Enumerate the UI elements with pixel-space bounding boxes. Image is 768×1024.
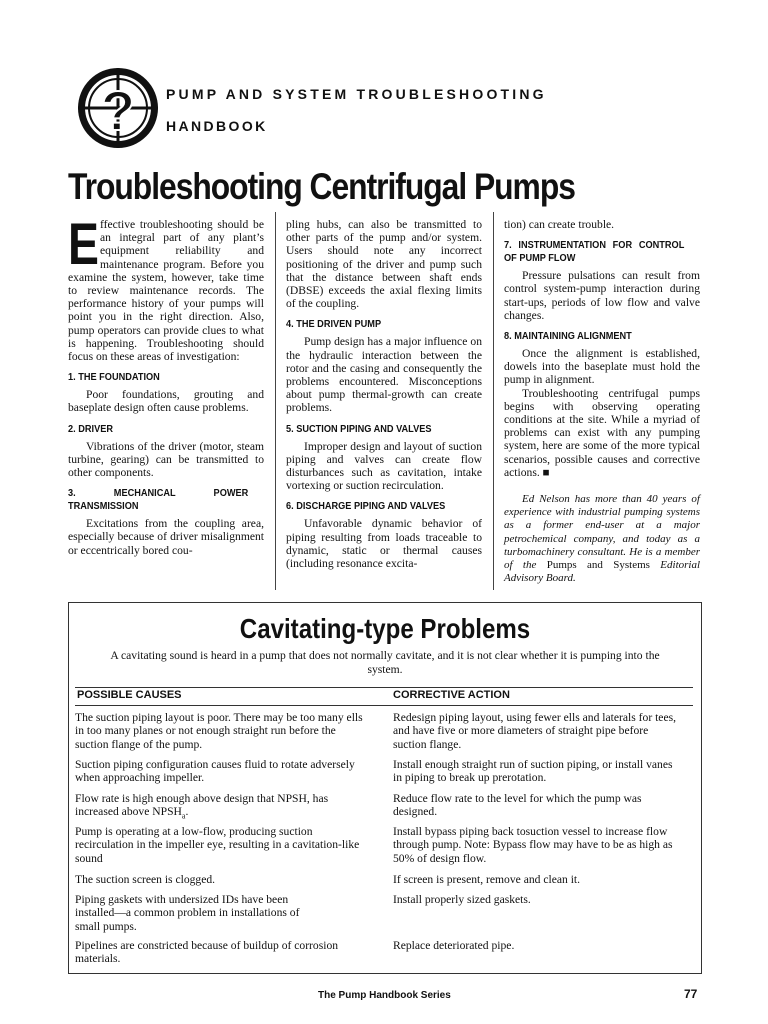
section-body: Vibrations of the driver (motor, steam turbine, gearing) can be transmitted to other components.: [68, 439, 264, 480]
table-row-cause: Pipelines are constricted because of buildup of corrosion materials.: [75, 939, 339, 966]
table-row-action: Install enough straight run of suction piping, or install vanes in piping to break up prerotation.: [393, 758, 673, 785]
section-heading: 4. THE DRIVEN PUMP: [286, 319, 382, 331]
section-body: Improper design and layout of suction piping and valves can create flow disturbances such as cavitation, intake vortexing or suction recirculation.: [286, 439, 482, 493]
table-row-cause: Suction piping configuration causes fluid to rotate adversely when approaching impeller.: [75, 758, 355, 785]
section-body: Unfavorable dynamic behavior of piping resulting from loads traceable to dynamic, static or thermal causes (including resonance excita-: [286, 517, 482, 571]
column-divider: [275, 212, 276, 590]
author-bio: Ed Nelson has more than 40 years of experience with industrial pumping systems as a former end-user at a major petrochemical company, and today as a turbomachinery consultant. He is a member of the Pumps and Systems Editorial Advisory Board.: [504, 493, 701, 585]
column-divider: [493, 212, 494, 590]
section-body: tion) can create trouble.: [504, 218, 615, 231]
table-row-cause: Pump is operating at a low-flow, producing suction recirculation in the impeller eye, resulting in a cavitation-like sound: [75, 825, 360, 865]
table-row-action: Install bypass piping back tosuction vessel to increase flow through pump. Note: Bypass flow may have to be as high as 50% of design flow.: [393, 825, 673, 865]
section-heading: 8. MAINTAINING ALIGNMENT: [504, 331, 632, 343]
svg-text:?: ?: [100, 79, 136, 142]
column-header-causes: POSSIBLE CAUSES: [77, 689, 182, 701]
table-subtitle: A cavitating sound is heard in a pump that does not normally cavitate, and it is not clear whether it is pumping into the system.: [110, 649, 660, 676]
table-row-cause: The suction screen is clogged.: [75, 873, 216, 886]
section-heading: 2. DRIVER: [68, 423, 113, 435]
drop-cap: E: [68, 212, 99, 277]
table-row-cause: The suction piping layout is poor. There may be too many ells in too many planes or not enough straight run before the suction flange of the pump.: [75, 711, 363, 751]
section-body: pling hubs, can also be transmitted to other parts of the pump and/or system. Users should note any incorrect positioning of the driver and pump such that the distance between shaft ends (DBSE) exceeds the axial flexing limits of the coupling.: [286, 218, 482, 311]
section-body: Once the alignment is established, dowels into the baseplate must hold the pump in alignment.: [504, 347, 700, 387]
column-header-actions: CORRECTIVE ACTION: [393, 689, 510, 701]
table-row-action: Reduce flow rate to the level for which the pump was designed.: [393, 792, 642, 819]
intro-paragraph: Effective troubleshooting should be an integral part of any plant’s equipment reliability and maintenance program. Before you examine the system, however, take time to review maintenance records. The performance history of your pumps will point you in the right direction. Also, pump operators can provide clues to what is happening. Troubleshooting should focus on these areas of investigation:: [68, 212, 264, 364]
section-heading: 6. DISCHARGE PIPING AND VALVES: [286, 501, 446, 513]
article-column-3: [504, 218, 700, 585]
page-number: 77: [684, 987, 698, 1001]
table-title: Cavitating-type Problems: [239, 613, 531, 644]
section-body: Poor foundations, grouting and baseplate design often cause problems.: [68, 388, 264, 415]
table-rule: [75, 705, 693, 706]
section-heading: 3. MECHANICAL POWER TRANSMISSION: [68, 488, 249, 513]
section-body: Pressure pulsations can result from control system-pump interaction during start-ups, periods of low flow and valve changes.: [504, 269, 700, 322]
table-row-cause: Piping gaskets with undersized IDs have been installed—a common problem in installations of small pumps.: [75, 893, 300, 933]
cavitating-problems-table: [68, 602, 702, 974]
handbook-header-line2: HANDBOOK: [166, 118, 268, 134]
table-row-action: Install properly sized gaskets.: [393, 893, 531, 906]
section-body: Pump design has a major influence on the hydraulic interaction between the rotor and the casing and consequently the problems encountered. Misconceptions about pump thermal-growth can create problems.: [286, 335, 482, 415]
footer-series: The Pump Handbook Series: [318, 990, 451, 1001]
table-row-cause: Flow rate is high enough above design that NPSH, has increased above $NPSH_a$.: [75, 792, 329, 821]
question-mark-crosshair-icon: [76, 66, 160, 150]
article-title: Troubleshooting Centrifugal Pumps: [68, 166, 575, 207]
handbook-header-line1: PUMP AND SYSTEM TROUBLESHOOTING: [166, 86, 547, 102]
section-body: Excitations from the coupling area, especially because of driver misalignment or eccentrically bored cou-: [68, 517, 264, 557]
table-row-action: If screen is present, remove and clean it.: [393, 873, 581, 886]
table-rule: [75, 687, 693, 688]
table-row-action: Redesign piping layout, using fewer ells and laterals for tees, and have five or more diameters of straight pipe before suction flange.: [393, 711, 677, 751]
article-column-1: [68, 212, 264, 557]
table-row-action: Replace deteriorated pipe.: [393, 939, 515, 952]
section-body: Troubleshooting centrifugal pumps begins with observing operating conditions at the site. While a myriad of problems can exist with any pumping system, here are some of the more typical scenarios, possible causes and corrective actions. ■: [504, 386, 700, 479]
article-column-2: [286, 218, 482, 570]
section-heading: 1. THE FOUNDATION: [68, 372, 160, 384]
section-heading: 5. SUCTION PIPING AND VALVES: [286, 423, 432, 435]
section-heading: 7. INSTRUMENTATION FOR CONTROL OF PUMP FLOW: [504, 240, 685, 265]
